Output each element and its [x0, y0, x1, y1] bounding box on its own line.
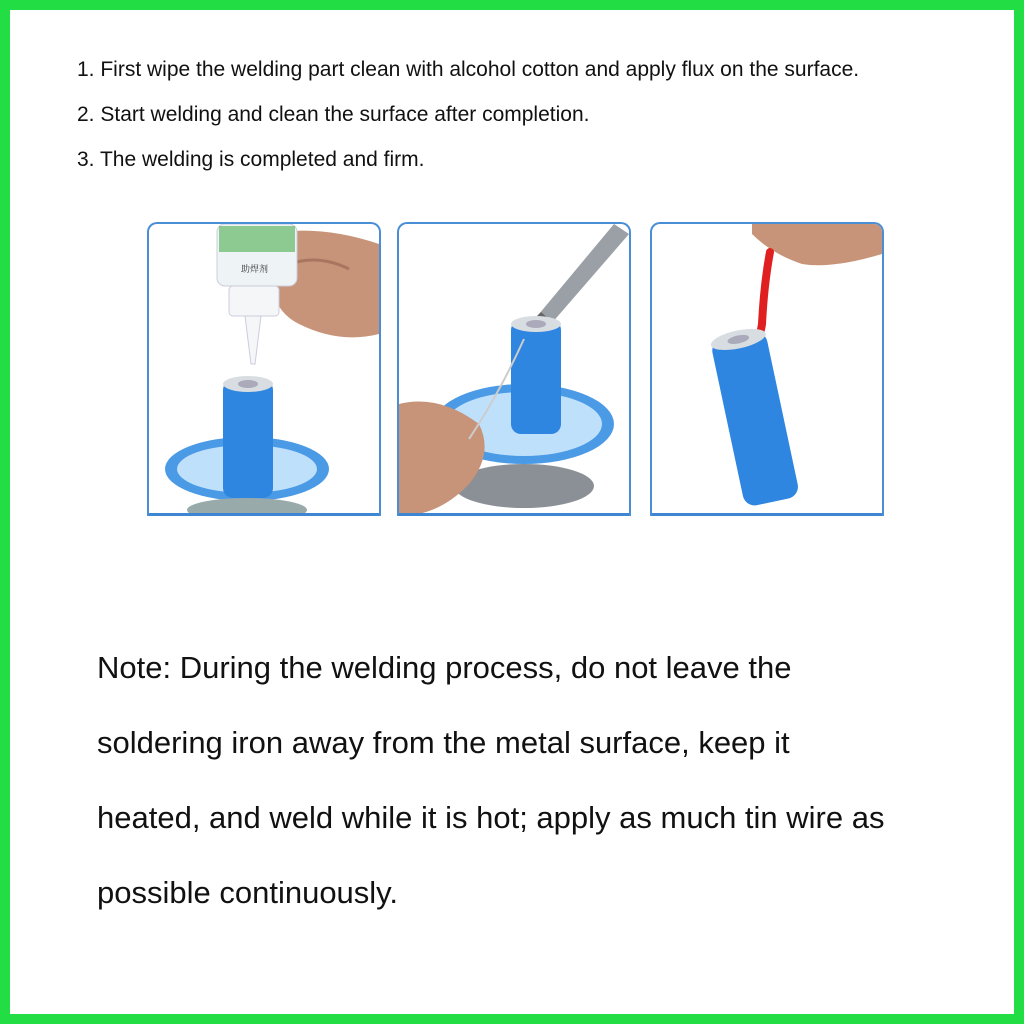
page-frame — [10, 10, 1014, 1014]
note-line-3: heated, and weld while it is hot; apply as much tin wire as — [97, 800, 885, 835]
note-line-4: possible continuously. — [97, 875, 398, 910]
completed-weld-image — [650, 222, 884, 516]
step-3: 3. The welding is completed and firm. — [77, 148, 425, 171]
note-line-2: soldering iron away from the metal surface, keep it — [97, 725, 790, 760]
step-2: 2. Start welding and clean the surface after completion. — [77, 103, 590, 126]
note-line-1: Note: During the welding process, do not leave the — [97, 650, 792, 685]
bottle-label: 助焊剂 — [241, 264, 269, 274]
note-text — [97, 630, 997, 930]
apply-flux-image — [147, 222, 381, 516]
instruction-list — [77, 58, 859, 193]
step-1: 1. First wipe the welding part clean with alcohol cotton and apply flux on the surface. — [77, 58, 860, 81]
soldering-image — [397, 222, 631, 516]
